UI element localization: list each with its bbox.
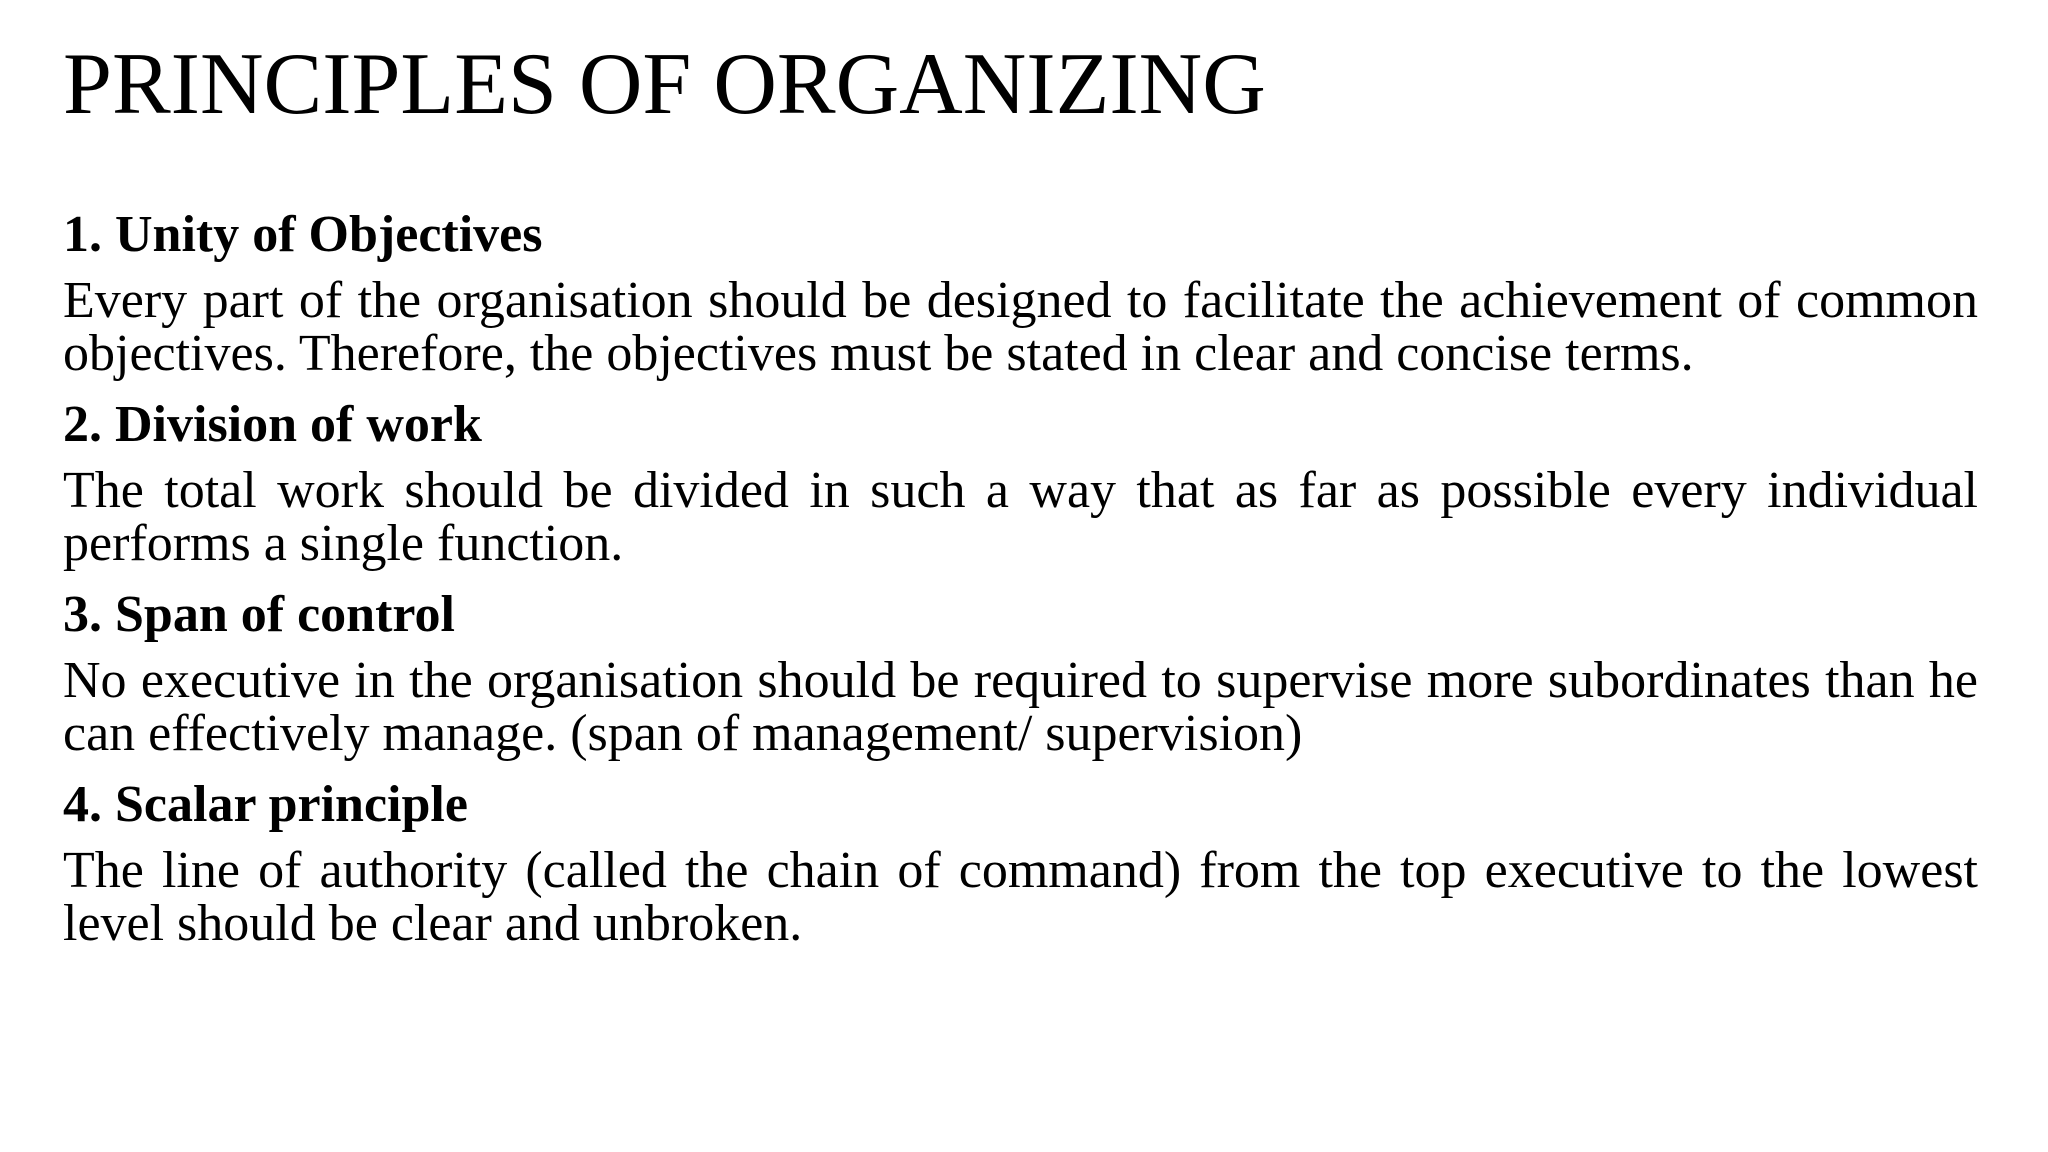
principle-heading: 2. Division of work <box>63 396 482 453</box>
principle-scalar-principle <box>63 772 1978 950</box>
principle-text: No executive in the organisation should be required to supervise more subordinates than he can effectively manage. (span of management/ supervision) <box>63 652 1978 762</box>
slide <box>63 30 1978 962</box>
principle-text: The total work should be divided in such a way that as far as possible every individual performs a single function. <box>63 462 1978 572</box>
principle-heading: 4. Scalar principle <box>63 776 468 833</box>
principle-text: Every part of the organisation should be designed to facilitate the achievement of common objectives. Therefore, the objectives must be stated in clear and concise terms. <box>63 272 1978 382</box>
principles-list <box>63 202 1978 950</box>
principle-text: The line of authority (called the chain of command) from the top executive to the lowest level should be clear and unbroken. <box>63 842 1978 952</box>
principle-unity-of-objectives <box>63 202 1978 380</box>
principle-span-of-control <box>63 582 1978 760</box>
principle-division-of-work <box>63 392 1978 570</box>
principle-heading: 1. Unity of Objectives <box>63 206 543 263</box>
principle-heading: 3. Span of control <box>63 586 455 643</box>
slide-title: PRINCIPLES OF ORGANIZING <box>63 36 1266 133</box>
